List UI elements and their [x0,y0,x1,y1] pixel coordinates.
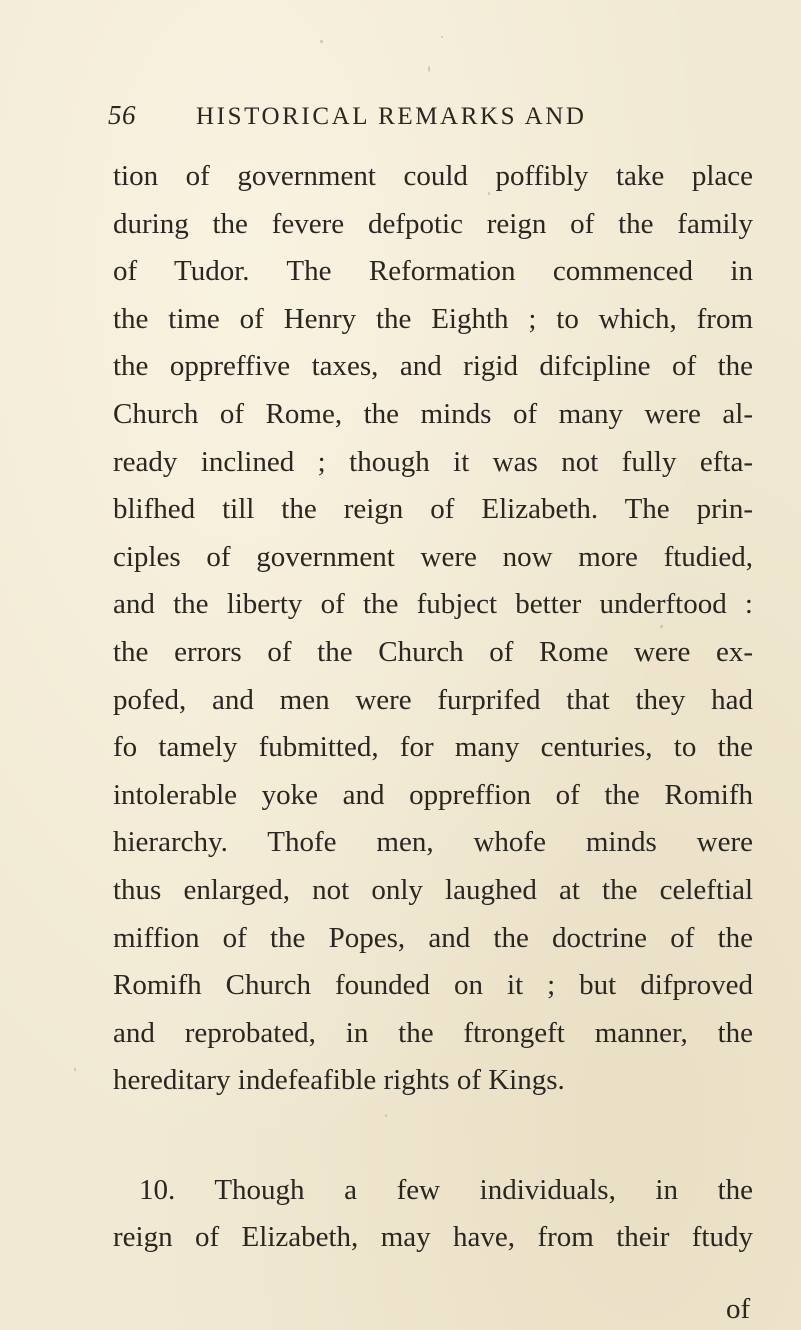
text-line: thus enlarged, not only laughed at the celeftial [113,873,753,906]
body-text [113,153,753,1262]
text-line: ciples of government were now more ftudied, [113,540,753,573]
text-line: hereditary indefeafible rights of Kings. [113,1064,565,1097]
text-line: ready inclined ; though it was not fully efta- [113,445,753,478]
text-line: intolerable yoke and oppreffion of the Romifh [113,778,753,811]
page-number: 56 [108,100,136,130]
text-line: blifhed till the reign of Elizabeth. The prin- [113,493,753,526]
text-line: the errors of the Church of Rome were ex- [113,635,753,668]
text-line: the time of Henry the Eighth ; to which, from [113,302,753,335]
text-line: miffion of the Popes, and the doctrine of the [113,921,753,954]
text-line: during the fevere defpotic reign of the family [113,207,753,240]
paragraph [113,1167,753,1262]
paper-speck [428,66,430,72]
text-line: reign of Elizabeth, may have, from their ftudy [113,1221,753,1254]
text-line: the oppreffive taxes, and rigid difcipline of the [113,350,753,383]
text-line: Romifh Church founded on it ; but difproved [113,969,753,1002]
text-line: Church of Rome, the minds of many were al- [113,397,753,430]
text-line: and the liberty of the fubject better underftood : [113,588,753,621]
text-line: and reprobated, in the ftrongeft manner, the [113,1016,753,1049]
paper-speck [441,36,443,38]
paper-speck [320,40,323,43]
paragraph-gap [113,1105,753,1167]
text-line: fo tamely fubmitted, for many centuries, to the [113,731,753,764]
running-head [108,100,728,140]
paragraph [113,153,753,1105]
text-line: pofed, and men were furprifed that they had [113,683,753,716]
catchword: of [726,1293,751,1325]
text-line: tion of government could poffibly take place [113,160,753,192]
paper-speck [74,1068,76,1071]
text-line: 10. Though a few individuals, in the [139,1173,753,1206]
text-line: hierarchy. Thofe men, whofe minds were [113,826,753,859]
text-line: of Tudor. The Reformation commenced in [113,255,753,288]
running-head-title: HISTORICAL REMARKS AND [196,103,587,130]
